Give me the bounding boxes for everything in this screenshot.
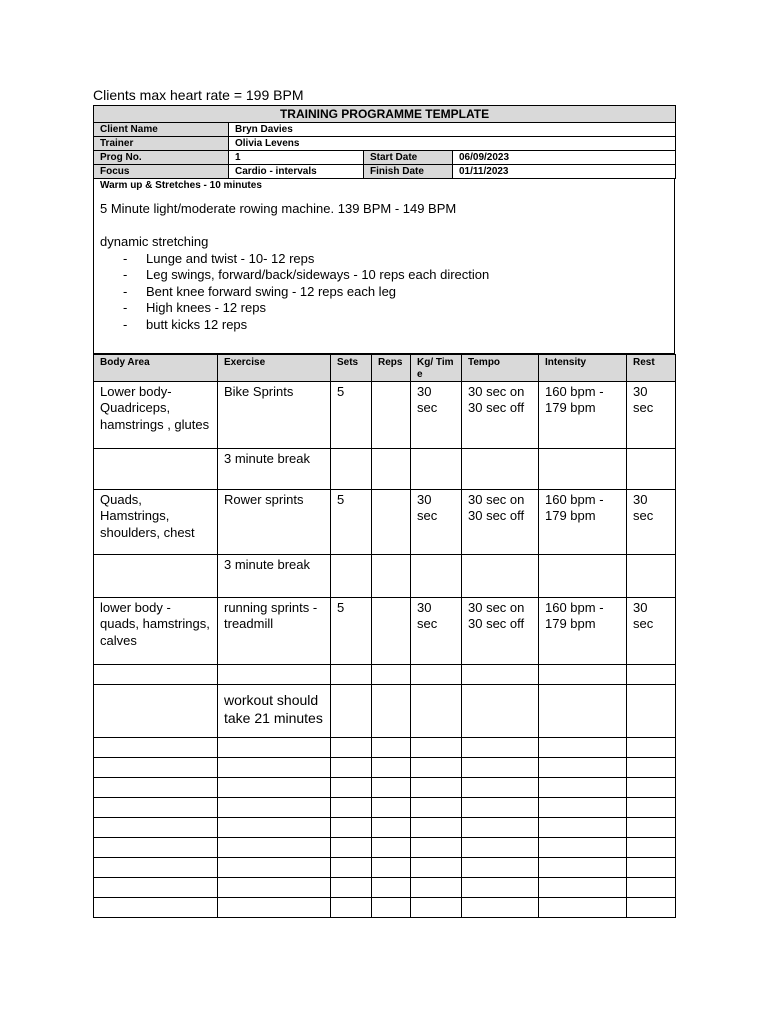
cell-sets[interactable]: 5 [331,598,372,665]
table-row [94,798,676,818]
empty-cell[interactable] [372,738,411,758]
list-item: - Bent knee forward swing - 12 reps each leg [100,284,668,301]
prog-no-label: Prog No. [94,151,229,165]
cell-exercise[interactable]: 3 minute break [218,449,331,490]
cell-kg-time[interactable] [411,449,462,490]
empty-cell[interactable] [331,858,372,878]
empty-cell[interactable] [462,798,539,818]
cell-intensity[interactable]: 160 bpm - 179 bpm [539,598,627,665]
table-row [94,758,676,778]
empty-cell[interactable] [539,778,627,798]
cell-tempo[interactable] [462,449,539,490]
cell-reps[interactable] [372,685,411,738]
client-name-label: Client Name [94,123,229,137]
cell-kg-time[interactable]: 30 sec [411,598,462,665]
empty-cell[interactable] [539,798,627,818]
empty-cell[interactable] [411,818,462,838]
programme-header-table [93,105,676,179]
cell-reps[interactable] [372,490,411,555]
cell-tempo[interactable]: 30 sec on 30 sec off [462,598,539,665]
empty-cell[interactable] [372,878,411,898]
empty-cell[interactable] [218,858,331,878]
col-header-reps: Reps [372,355,411,382]
table-row [94,878,676,898]
cell-reps[interactable] [372,382,411,449]
empty-cell[interactable] [372,898,411,918]
empty-cell[interactable] [372,758,411,778]
cell-intensity[interactable]: 160 bpm - 179 bpm [539,490,627,555]
empty-cell[interactable] [218,778,331,798]
cell-rest[interactable]: 30 sec [627,382,676,449]
cell-kg-time[interactable]: 30 sec [411,490,462,555]
empty-cell[interactable] [331,898,372,918]
empty-cell[interactable] [411,858,462,878]
cell-kg-time[interactable] [411,555,462,598]
empty-cell[interactable] [94,878,218,898]
finish-date-label: Finish Date [364,165,453,179]
empty-cell[interactable] [411,898,462,918]
cell-body-area[interactable]: lower body - quads, hamstrings, calves [94,598,218,665]
empty-cell[interactable] [462,838,539,858]
cell-sets[interactable] [331,665,372,685]
empty-cell[interactable] [218,798,331,818]
empty-cell[interactable] [462,818,539,838]
cell-sets[interactable]: 5 [331,382,372,449]
focus-value[interactable]: Cardio - intervals [229,165,364,179]
empty-cell[interactable] [462,738,539,758]
cell-reps[interactable] [372,665,411,685]
cell-intensity[interactable] [539,555,627,598]
empty-cell[interactable] [372,858,411,878]
empty-cell[interactable] [218,878,331,898]
cell-intensity[interactable] [539,685,627,738]
empty-cell[interactable] [94,778,218,798]
training-programme [93,105,675,918]
cell-body-area[interactable]: Lower body- Quadriceps, hamstrings , glutes [94,382,218,449]
table-row [94,490,676,555]
empty-cell[interactable] [218,738,331,758]
warmup-stretching-line: dynamic stretching [100,234,209,249]
cell-body-area[interactable] [94,665,218,685]
col-header-intensity: Intensity [539,355,627,382]
warmup-title: Warm up & Stretches - 10 minutes [100,180,262,191]
cell-rest[interactable] [627,555,676,598]
cell-exercise[interactable] [218,665,331,685]
cell-rest[interactable] [627,449,676,490]
client-name-value[interactable]: Bryn Davies [229,123,676,137]
empty-cell[interactable] [411,798,462,818]
empty-cell[interactable] [331,758,372,778]
cell-kg-time[interactable]: 30 sec [411,382,462,449]
empty-cell[interactable] [462,878,539,898]
warmup-cell[interactable] [94,179,675,354]
empty-cell[interactable] [94,798,218,818]
empty-cell[interactable] [218,758,331,778]
cell-exercise[interactable]: workout should take 21 minutes [218,685,331,738]
empty-cell[interactable] [627,878,676,898]
cell-kg-time[interactable] [411,685,462,738]
empty-cell[interactable] [627,858,676,878]
col-header-rest: Rest [627,355,676,382]
cell-reps[interactable] [372,555,411,598]
table-row [94,665,676,685]
cell-exercise[interactable]: running sprints - treadmill [218,598,331,665]
empty-cell[interactable] [218,818,331,838]
trainer-label: Trainer [94,137,229,151]
empty-cell[interactable] [539,898,627,918]
cell-tempo[interactable] [462,555,539,598]
cell-rest[interactable] [627,665,676,685]
focus-label: Focus [94,165,229,179]
empty-cell[interactable] [218,898,331,918]
cell-rest[interactable] [627,685,676,738]
start-date-label: Start Date [364,151,453,165]
cell-intensity[interactable] [539,449,627,490]
list-item: - Lunge and twist - 10- 12 reps [100,251,668,268]
cell-rest[interactable]: 30 sec [627,490,676,555]
empty-cell[interactable] [94,898,218,918]
table-row [94,738,676,758]
col-header-exercise: Exercise [218,355,331,382]
empty-cell[interactable] [94,858,218,878]
empty-cell[interactable] [411,878,462,898]
programme-title: TRAINING PROGRAMME TEMPLATE [94,106,676,123]
empty-cell[interactable] [627,738,676,758]
cell-sets[interactable] [331,685,372,738]
exercise-table [93,354,676,918]
empty-cell[interactable] [539,878,627,898]
list-item: - Leg swings, forward/back/sideways - 10 reps each direction [100,267,668,284]
empty-cell[interactable] [539,858,627,878]
table-row [94,449,676,490]
table-row [94,818,676,838]
col-header-tempo: Tempo [462,355,539,382]
col-header-body-area: Body Area [94,355,218,382]
col-header-sets: Sets [331,355,372,382]
cell-exercise[interactable]: Bike Sprints [218,382,331,449]
empty-cell[interactable] [411,738,462,758]
empty-cell[interactable] [331,798,372,818]
start-date-value[interactable]: 06/09/2023 [453,151,676,165]
empty-cell[interactable] [627,758,676,778]
empty-cell[interactable] [539,838,627,858]
list-item: - butt kicks 12 reps [100,317,668,334]
cell-body-area[interactable] [94,449,218,490]
table-row [94,598,676,665]
cell-kg-time[interactable] [411,665,462,685]
stretch-list [100,251,668,334]
prog-no-value[interactable]: 1 [229,151,364,165]
cell-intensity[interactable] [539,665,627,685]
empty-cell[interactable] [94,818,218,838]
cell-sets[interactable] [331,449,372,490]
warmup-rowing-line: 5 Minute light/moderate rowing machine. 139 BPM - 149 BPM [100,201,457,216]
cell-intensity[interactable]: 160 bpm - 179 bpm [539,382,627,449]
cell-tempo[interactable]: 30 sec on 30 sec off [462,490,539,555]
empty-cell[interactable] [411,838,462,858]
empty-cell[interactable] [539,758,627,778]
list-item: - High knees - 12 reps [100,300,668,317]
empty-cell[interactable] [627,818,676,838]
empty-cell[interactable] [462,758,539,778]
warmup-section [93,179,675,354]
col-header-kg-time: Kg/ Time [411,355,462,382]
cell-exercise[interactable]: 3 minute break [218,555,331,598]
cell-rest[interactable]: 30 sec [627,598,676,665]
max-heart-rate-note: Clients max heart rate = 199 BPM [93,87,304,103]
empty-cell[interactable] [94,758,218,778]
cell-sets[interactable]: 5 [331,490,372,555]
table-row [94,685,676,738]
empty-cell[interactable] [411,778,462,798]
cell-body-area[interactable] [94,685,218,738]
empty-cell[interactable] [627,798,676,818]
cell-reps[interactable] [372,598,411,665]
empty-cell[interactable] [627,898,676,918]
trainer-value[interactable]: Olivia Levens [229,137,676,151]
table-row [94,555,676,598]
empty-cell[interactable] [331,738,372,758]
table-row [94,898,676,918]
empty-cell[interactable] [331,818,372,838]
table-row [94,838,676,858]
empty-cell[interactable] [462,778,539,798]
cell-body-area[interactable] [94,555,218,598]
table-row [94,382,676,449]
cell-exercise[interactable]: Rower sprints [218,490,331,555]
empty-cell[interactable] [462,898,539,918]
empty-cell[interactable] [627,778,676,798]
cell-body-area[interactable]: Quads, Hamstrings, shoulders, chest [94,490,218,555]
empty-cell[interactable] [218,838,331,858]
empty-cell[interactable] [94,838,218,858]
empty-cell[interactable] [331,838,372,858]
empty-cell[interactable] [94,738,218,758]
finish-date-value[interactable]: 01/11/2023 [453,165,676,179]
empty-cell[interactable] [372,798,411,818]
cell-tempo[interactable] [462,685,539,738]
cell-reps[interactable] [372,449,411,490]
empty-cell[interactable] [462,858,539,878]
empty-cell[interactable] [372,838,411,858]
empty-cell[interactable] [627,838,676,858]
cell-tempo[interactable] [462,665,539,685]
cell-sets[interactable] [331,555,372,598]
empty-cell[interactable] [539,818,627,838]
empty-cell[interactable] [411,758,462,778]
table-row [94,778,676,798]
cell-tempo[interactable]: 30 sec on 30 sec off [462,382,539,449]
table-row [94,858,676,878]
empty-cell[interactable] [372,778,411,798]
empty-cell[interactable] [331,778,372,798]
empty-cell[interactable] [539,738,627,758]
empty-cell[interactable] [372,818,411,838]
empty-cell[interactable] [331,878,372,898]
